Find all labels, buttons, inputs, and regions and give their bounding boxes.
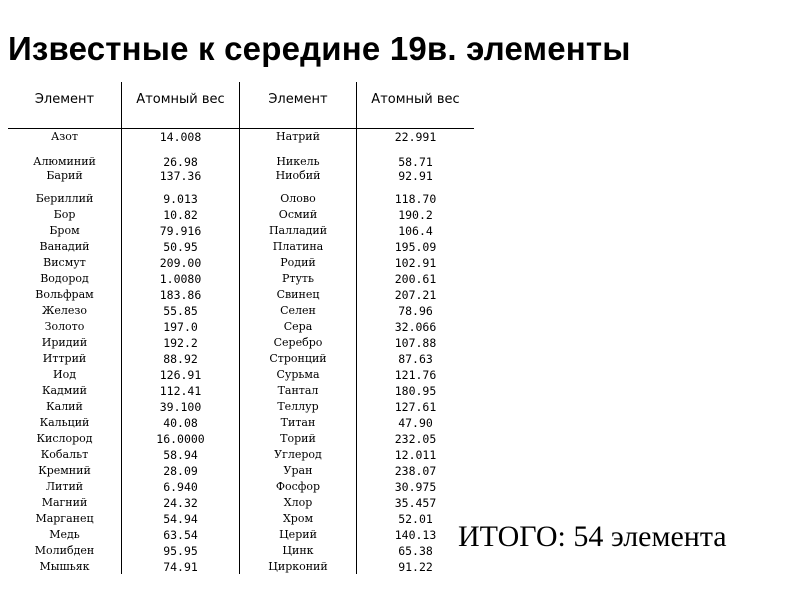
element-name-cell: Цинк [282,544,314,557]
element-name-cell: Кислород [36,432,93,445]
atomic-weight-cell: 47.90 [398,416,433,430]
atomic-weight-cell: 26.98 [163,155,198,169]
atomic-weight-cell: 14.008 [159,130,202,144]
atomic-weight-cell: 78.96 [398,304,433,318]
atomic-weight-cell: 118.70 [394,192,437,206]
element-name-cell: Кремний [38,464,91,477]
atomic-weight-cell: 88.92 [163,352,198,366]
atomic-weight-cell: 50.95 [163,240,198,254]
atomic-weight-cell: 54.94 [163,512,198,526]
element-name-cell: Марганец [35,512,94,525]
atomic-weight-cell: 87.63 [398,352,433,366]
element-name-cell: Тантал [277,384,319,397]
elements-table [8,82,474,574]
element-name-cell: Литий [45,480,84,493]
atomic-weight-cell: 107.88 [394,336,437,350]
atomic-weight-cell: 180.95 [394,384,437,398]
atomic-weight-cell: 207.21 [394,288,437,302]
element-name-cell: Олово [280,192,316,205]
element-name-cell: Натрий [276,130,320,143]
atomic-weight-cell: 102.91 [394,256,437,270]
element-name-cell: Калий [46,400,83,413]
header-element-1: Элемент [34,92,95,107]
element-name-cell: Вольфрам [35,288,94,301]
atomic-weight-cell: 200.61 [394,272,437,286]
element-name-cell: Теллур [277,400,319,413]
element-name-cell: Ниобий [275,169,321,182]
element-name-cell: Углерод [274,448,322,461]
header-element-2: Элемент [268,92,328,107]
atomic-weight-cell: 137.36 [159,169,202,183]
element-name-cell: Кальций [39,416,90,429]
element-name-cell: Бром [49,224,80,237]
atomic-weight-cell: 91.22 [398,560,433,574]
element-name-cell: Барий [46,169,83,182]
atomic-weight-cell: 192.2 [163,336,198,350]
element-name-cell: Осмий [278,208,318,221]
page-title: Известные к середине 19в. элементы [8,30,631,67]
element-name-cell: Бериллий [35,192,94,205]
element-name-cell: Селен [280,304,316,317]
header-weight-2: Атомный вес [371,92,460,107]
element-name-cell: Водород [40,272,89,285]
atomic-weight-cell: 32.066 [394,320,437,334]
element-name-cell: Иридий [41,336,88,349]
element-name-cell: Стронций [269,352,327,365]
atomic-weight-cell: 238.07 [394,464,437,478]
total-summary: ИТОГО: 54 элемента [458,520,727,553]
element-name-cell: Медь [49,528,80,541]
element-name-cell: Висмут [43,256,86,269]
header-divider [8,128,474,129]
atomic-weight-cell: 112.41 [159,384,202,398]
element-name-cell: Азот [50,130,79,143]
atomic-weight-cell: 65.38 [398,544,433,558]
atomic-weight-cell: 58.94 [163,448,198,462]
element-name-cell: Серебро [273,336,323,349]
element-name-cell: Иод [53,368,76,381]
element-name-cell: Молибден [34,544,95,557]
atomic-weight-cell: 195.09 [394,240,437,254]
atomic-weight-cell: 30.975 [394,480,437,494]
atomic-weight-cell: 232.05 [394,432,437,446]
header-weight-1: Атомный вес [136,92,225,107]
element-name-cell: Иттрий [42,352,87,365]
atomic-weight-cell: 106.4 [398,224,433,238]
atomic-weight-cell: 74.91 [163,560,198,574]
atomic-weight-cell: 127.61 [394,400,437,414]
element-name-cell: Цирконий [268,560,328,573]
element-name-cell: Бор [53,208,76,221]
atomic-weight-cell: 39.100 [159,400,202,414]
element-name-cell: Мышьяк [39,560,90,573]
element-name-cell: Сурьма [276,368,320,381]
element-name-cell: Титан [280,416,316,429]
element-name-cell: Золото [44,320,85,333]
atomic-weight-cell: 22.991 [394,130,437,144]
element-name-cell: Уран [283,464,313,477]
atomic-weight-cell: 79.916 [159,224,202,238]
atomic-weight-cell: 9.013 [163,192,198,206]
element-name-cell: Магний [41,496,88,509]
atomic-weight-cell: 10.82 [163,208,198,222]
element-name-cell: Фосфор [275,480,321,493]
element-name-cell: Свинец [276,288,320,301]
element-name-cell: Хлор [283,496,313,509]
element-name-cell: Кадмий [41,384,88,397]
atomic-weight-cell: 95.95 [163,544,198,558]
atomic-weight-cell: 55.85 [163,304,198,318]
atomic-weight-cell: 121.76 [394,368,437,382]
element-name-cell: Кобальт [40,448,89,461]
atomic-weight-cell: 28.09 [163,464,198,478]
atomic-weight-cell: 1.0080 [159,272,202,286]
element-name-cell: Палладий [268,224,328,237]
element-name-cell: Ванадий [39,240,90,253]
atomic-weight-cell: 92.91 [398,169,433,183]
element-name-cell: Никель [276,155,320,168]
element-name-cell: Сера [283,320,313,333]
element-name-cell: Платина [272,240,324,253]
atomic-weight-cell: 140.13 [394,528,437,542]
element-name-cell: Церий [279,528,317,541]
atomic-weight-cell: 40.08 [163,416,198,430]
atomic-weight-cell: 209.00 [159,256,202,270]
atomic-weight-cell: 12.011 [394,448,437,462]
element-name-cell: Ртуть [281,272,315,285]
element-name-cell: Алюминий [33,155,96,168]
atomic-weight-cell: 52.01 [398,512,433,526]
element-name-cell: Железо [42,304,87,317]
element-name-cell: Родий [280,256,316,269]
atomic-weight-cell: 58.71 [398,155,433,169]
atomic-weight-cell: 190.2 [398,208,433,222]
atomic-weight-cell: 6.940 [163,480,198,494]
atomic-weight-cell: 197.0 [163,320,198,334]
atomic-weight-cell: 35.457 [394,496,437,510]
atomic-weight-cell: 126.91 [159,368,202,382]
atomic-weight-cell: 63.54 [163,528,198,542]
element-name-cell: Торий [280,432,316,445]
atomic-weight-cell: 16.0000 [156,432,205,446]
atomic-weight-cell: 24.32 [163,496,198,510]
element-name-cell: Хром [282,512,314,525]
atomic-weight-cell: 183.86 [159,288,202,302]
